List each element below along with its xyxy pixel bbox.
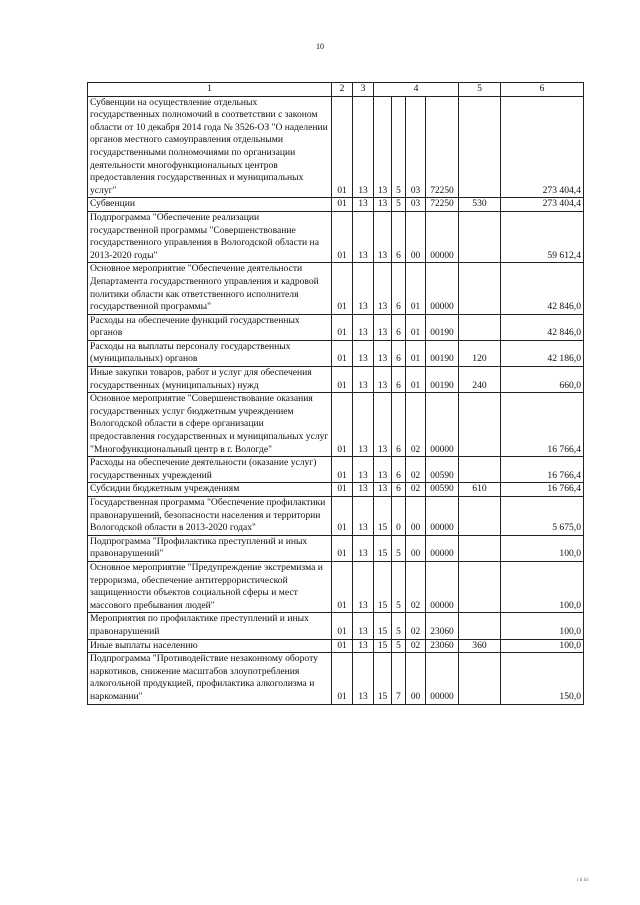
row-direction-code: 00000: [426, 263, 459, 314]
row-subsection: 13: [353, 198, 374, 212]
budget-table: [87, 82, 584, 705]
header-col-5: 5: [459, 83, 501, 97]
table-row: [88, 198, 584, 212]
row-direction-code: 00000: [426, 393, 459, 457]
row-direction-code: 00590: [426, 457, 459, 483]
row-program-code: 15: [374, 561, 392, 612]
row-subprogram-code: 5: [392, 561, 406, 612]
row-expense-type: 120: [459, 340, 501, 366]
row-name: Расходы на обеспечение функций государственных органов: [88, 314, 332, 340]
row-direction-code: 72250: [426, 198, 459, 212]
row-measure-code: 00: [406, 211, 426, 262]
row-expense-type: [459, 457, 501, 483]
row-program-code: 13: [374, 367, 392, 393]
table-row: [88, 393, 584, 457]
row-subsection: 13: [353, 340, 374, 366]
row-program-code: 13: [374, 393, 392, 457]
row-measure-code: 01: [406, 367, 426, 393]
row-expense-type: [459, 393, 501, 457]
row-subsection: 13: [353, 393, 374, 457]
row-subsection: 13: [353, 483, 374, 497]
row-expense-type: [459, 561, 501, 612]
row-section: 01: [332, 639, 353, 653]
header-col-2: 2: [332, 83, 353, 97]
row-program-code: 15: [374, 497, 392, 536]
row-subsection: 13: [353, 653, 374, 704]
row-measure-code: 03: [406, 198, 426, 212]
table-row: [88, 263, 584, 314]
row-program-code: 13: [374, 198, 392, 212]
row-direction-code: 00000: [426, 497, 459, 536]
row-program-code: 13: [374, 340, 392, 366]
row-amount: 16 766,4: [501, 393, 584, 457]
row-subsection: 13: [353, 535, 374, 561]
row-name: Государственная программа "Обеспечение профилактики правонарушений, безопасности населения и территории Вологодской области в 2013-2020 годах": [88, 497, 332, 536]
row-subprogram-code: 6: [392, 457, 406, 483]
row-program-code: 13: [374, 314, 392, 340]
row-subprogram-code: 5: [392, 96, 406, 198]
row-measure-code: 00: [406, 653, 426, 704]
row-section: 01: [332, 314, 353, 340]
row-amount: 660,0: [501, 367, 584, 393]
row-name: Подпрограмма "Противодействие незаконному обороту наркотиков, снижение масштабов злоупотребления алкогольной продукцией, профилактика алкоголизма и наркомании": [88, 653, 332, 704]
row-expense-type: 610: [459, 483, 501, 497]
row-subprogram-code: 6: [392, 483, 406, 497]
row-subprogram-code: 6: [392, 314, 406, 340]
row-subprogram-code: 0: [392, 497, 406, 536]
row-amount: 150,0: [501, 653, 584, 704]
row-expense-type: [459, 96, 501, 198]
row-subprogram-code: 7: [392, 653, 406, 704]
row-amount: 59 612,4: [501, 211, 584, 262]
row-amount: 100,0: [501, 613, 584, 639]
header-col-6: 6: [501, 83, 584, 97]
row-direction-code: 72250: [426, 96, 459, 198]
table-row: [88, 96, 584, 198]
row-subprogram-code: 6: [392, 367, 406, 393]
row-subsection: 13: [353, 497, 374, 536]
row-section: 01: [332, 653, 353, 704]
row-subprogram-code: 5: [392, 198, 406, 212]
row-section: 01: [332, 198, 353, 212]
row-expense-type: [459, 535, 501, 561]
row-expense-type: [459, 613, 501, 639]
row-subsection: 13: [353, 263, 374, 314]
row-subsection: 13: [353, 211, 374, 262]
row-expense-type: [459, 314, 501, 340]
row-measure-code: 01: [406, 340, 426, 366]
row-amount: 273 404,4: [501, 198, 584, 212]
row-name: Подпрограмма "Обеспечение реализации государственной программы "Совершенствование государственного управления в Вологодской области на 2013-2020 годы": [88, 211, 332, 262]
row-amount: 16 766,4: [501, 483, 584, 497]
row-expense-type: 530: [459, 198, 501, 212]
row-program-code: 13: [374, 263, 392, 314]
row-measure-code: 00: [406, 535, 426, 561]
page-number: 10: [316, 42, 324, 51]
row-name: Основное мероприятие "Обеспечение деятельности Департамента государственного управления и кадровой политики области как ответственного исполнителя государственной программы": [88, 263, 332, 314]
row-measure-code: 01: [406, 314, 426, 340]
row-section: 01: [332, 367, 353, 393]
header-col-4: 4: [374, 83, 459, 97]
row-name: Иные выплаты населению: [88, 639, 332, 653]
row-section: 01: [332, 96, 353, 198]
row-name: Мероприятия по профилактике преступлений и иных правонарушений: [88, 613, 332, 639]
row-measure-code: 02: [406, 457, 426, 483]
table-row: [88, 211, 584, 262]
row-amount: 42 846,0: [501, 314, 584, 340]
row-section: 01: [332, 535, 353, 561]
row-amount: 42 186,0: [501, 340, 584, 366]
table-row: [88, 314, 584, 340]
row-measure-code: 02: [406, 483, 426, 497]
row-direction-code: 23060: [426, 639, 459, 653]
row-section: 01: [332, 211, 353, 262]
row-subprogram-code: 5: [392, 639, 406, 653]
row-amount: 273 404,4: [501, 96, 584, 198]
row-direction-code: 00190: [426, 340, 459, 366]
row-name: Подпрограмма "Профилактика преступлений и иных правонарушений": [88, 535, 332, 561]
row-direction-code: 00000: [426, 561, 459, 612]
row-program-code: 13: [374, 483, 392, 497]
row-section: 01: [332, 340, 353, 366]
row-program-code: 15: [374, 535, 392, 561]
row-measure-code: 02: [406, 393, 426, 457]
table-row: [88, 561, 584, 612]
table-row: [88, 367, 584, 393]
row-subprogram-code: 5: [392, 613, 406, 639]
row-name: Расходы на выплаты персоналу государственных (муниципальных) органов: [88, 340, 332, 366]
row-direction-code: 00000: [426, 535, 459, 561]
row-name: Субвенции на осуществление отдельных государственных полномочий в соответствии с законом области от 10 декабря 2014 года № 3526-ОЗ "О наделении органов местного самоуправления отдельными государственными полномочиями по организации деятельности многофункциональных центров предоставления государственных и муниципальных услуг": [88, 96, 332, 198]
row-expense-type: [459, 263, 501, 314]
row-expense-type: [459, 497, 501, 536]
row-program-code: 13: [374, 211, 392, 262]
row-measure-code: 02: [406, 639, 426, 653]
footer-mark: i ii iii: [577, 878, 588, 883]
table-row: [88, 653, 584, 704]
row-name: Иные закупки товаров, работ и услуг для обеспечения государственных (муниципальных) нужд: [88, 367, 332, 393]
row-name: Расходы на обеспечение деятельности (оказание услуг) государственных учреждений: [88, 457, 332, 483]
row-name: Основное мероприятие "Предупреждение экстремизма и терроризма, обеспечение антитеррористической защищенности объектов социальной сферы и мест массового пребывания людей": [88, 561, 332, 612]
row-amount: 16 766,4: [501, 457, 584, 483]
row-direction-code: 00190: [426, 314, 459, 340]
row-section: 01: [332, 613, 353, 639]
row-subprogram-code: 6: [392, 211, 406, 262]
header-col-3: 3: [353, 83, 374, 97]
row-measure-code: 02: [406, 561, 426, 612]
row-direction-code: 00000: [426, 211, 459, 262]
row-amount: 5 675,0: [501, 497, 584, 536]
row-program-code: 13: [374, 457, 392, 483]
row-measure-code: 00: [406, 497, 426, 536]
row-measure-code: 01: [406, 263, 426, 314]
row-direction-code: 23060: [426, 613, 459, 639]
table-body: [88, 96, 584, 704]
row-program-code: 15: [374, 613, 392, 639]
row-subprogram-code: 6: [392, 340, 406, 366]
row-subsection: 13: [353, 561, 374, 612]
row-direction-code: 00190: [426, 367, 459, 393]
table-row: [88, 340, 584, 366]
row-measure-code: 03: [406, 96, 426, 198]
row-program-code: 13: [374, 96, 392, 198]
header-row: [88, 83, 584, 97]
row-measure-code: 02: [406, 613, 426, 639]
table-row: [88, 483, 584, 497]
row-program-code: 15: [374, 639, 392, 653]
row-section: 01: [332, 497, 353, 536]
row-section: 01: [332, 457, 353, 483]
row-direction-code: 00000: [426, 653, 459, 704]
row-subsection: 13: [353, 457, 374, 483]
row-subprogram-code: 6: [392, 263, 406, 314]
table-row: [88, 639, 584, 653]
table-row: [88, 457, 584, 483]
table-row: [88, 535, 584, 561]
header-col-1: 1: [88, 83, 332, 97]
row-subsection: 13: [353, 639, 374, 653]
row-subprogram-code: 5: [392, 535, 406, 561]
row-subsection: 13: [353, 314, 374, 340]
row-program-code: 15: [374, 653, 392, 704]
row-name: Основное мероприятие "Совершенствование оказания государственных услуг бюджетным учреждением Вологодской области в сфере организации предоставления государственных и муниципальных услуг "Многофункциональный центр в г. Вологде": [88, 393, 332, 457]
row-expense-type: [459, 653, 501, 704]
row-amount: 100,0: [501, 639, 584, 653]
row-section: 01: [332, 393, 353, 457]
row-expense-type: [459, 211, 501, 262]
row-subsection: 13: [353, 96, 374, 198]
table-row: [88, 497, 584, 536]
row-direction-code: 00590: [426, 483, 459, 497]
row-section: 01: [332, 561, 353, 612]
row-expense-type: 360: [459, 639, 501, 653]
row-amount: 100,0: [501, 561, 584, 612]
row-section: 01: [332, 263, 353, 314]
row-subprogram-code: 6: [392, 393, 406, 457]
row-amount: 42 846,0: [501, 263, 584, 314]
row-subsection: 13: [353, 613, 374, 639]
row-name: Субвенции: [88, 198, 332, 212]
table-row: [88, 613, 584, 639]
row-subsection: 13: [353, 367, 374, 393]
row-name: Субсидии бюджетным учреждениям: [88, 483, 332, 497]
row-section: 01: [332, 483, 353, 497]
row-amount: 100,0: [501, 535, 584, 561]
row-expense-type: 240: [459, 367, 501, 393]
